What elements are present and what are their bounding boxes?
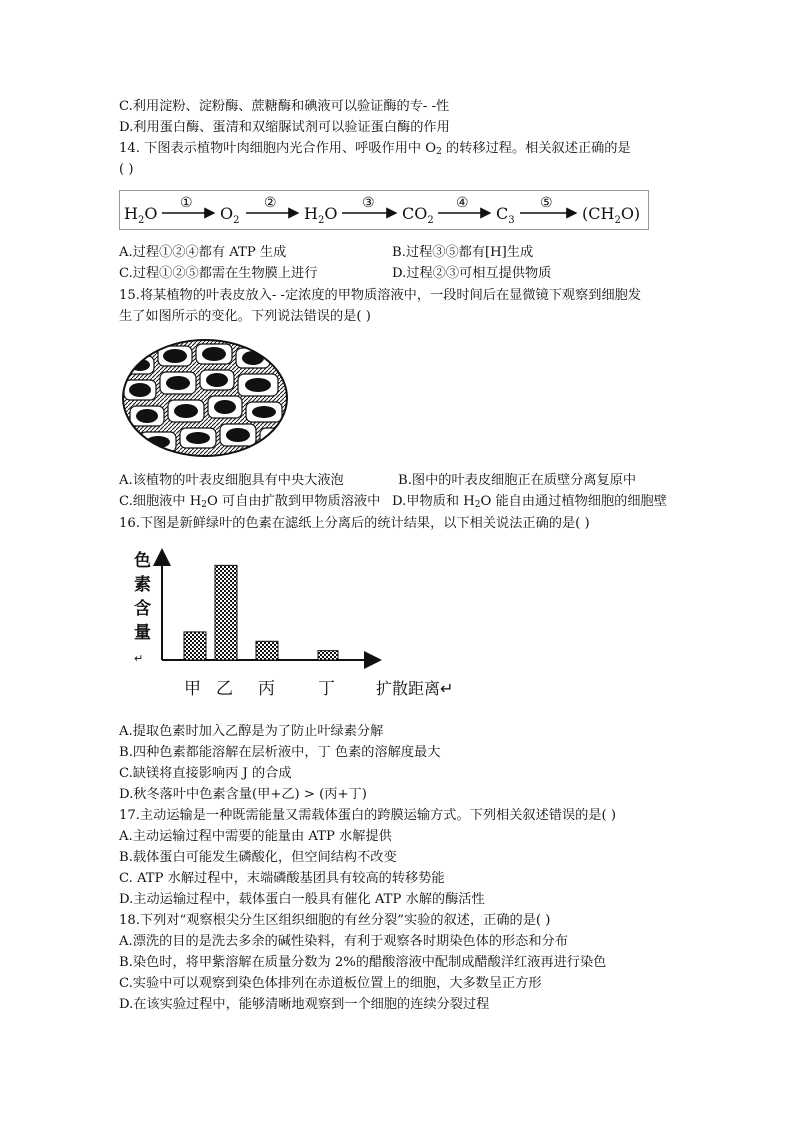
chain-species-h2o-2: $H_2O$: [304, 204, 338, 226]
q15-option-b: B.图中的叶表皮细胞正在质壁分离复原中: [398, 473, 637, 488]
q15-option-d: [392, 492, 667, 511]
q17-stem: 17.主动运输是一种既需能量又需载体蛋白的跨膜运输方式。下列相关叙述错误的是( ): [119, 808, 617, 823]
q18-option-b: B.染色时，将甲紫溶解在质量分数为 2%的醋酸溶液中配制成醋酸洋红液再进行染色: [119, 955, 607, 970]
q15-option-a: A.该植物的叶表皮细胞具有中央大液泡: [119, 473, 344, 488]
chain-step-2: ②: [264, 195, 277, 211]
chain-species-h2o-1: $H_2O$: [124, 204, 158, 226]
q14-stem-part-a: 14. 下图表示植物叶肉细胞内光合作用、呼吸作用中 O: [119, 141, 437, 156]
q15-stem-line-2: 生了如图所示的变化。下列说法错误的是( ): [119, 309, 371, 324]
transfer-chain-svg: [120, 191, 650, 231]
q15-option-d-part-a: D.甲物质和 H: [392, 494, 475, 509]
q16-option-c: C.缺镁将直接影响丙 J 的合成: [119, 766, 292, 781]
q18-option-a: A.漂洗的目的是洗去多余的碱性染料，有利于观察各时期染色体的形态和分布: [119, 934, 568, 949]
bar-chart-svg: [128, 546, 458, 706]
q15-option-c-part-a: C.细胞液中 H: [119, 494, 202, 509]
y-axis-label-char: 色: [134, 551, 151, 571]
y-axis-label-char: 量: [134, 623, 151, 643]
q16-option-d: D.秋冬落叶中色素含量(甲+乙) > (丙+丁): [119, 787, 367, 802]
micrograph-svg: [120, 338, 290, 458]
epidermis-cell-micrograph: [120, 338, 290, 458]
chain-step-4: ④: [456, 195, 469, 211]
o2-transfer-chain: [119, 190, 649, 230]
q14-option-d: D.过程②③可相互提供物质: [392, 266, 552, 281]
chain-species-o2: $O_2$: [220, 204, 240, 226]
y-axis-label-char: 素: [134, 575, 151, 595]
x-tick-label: 甲: [184, 679, 201, 699]
q15-stem-line-1: 15.将某植物的叶表皮放入- -定浓度的甲物质溶液中，一段时间后在显微镜下观察到细胞发: [119, 288, 642, 303]
chain-step-3: ③: [362, 195, 375, 211]
bar-丙: [256, 641, 278, 660]
q17-option-b: B.载体蛋白可能发生磷酸化，但空间结构不改变: [119, 850, 397, 865]
chain-species-ch2o: $(CH_2O)$: [582, 204, 641, 226]
q18-option-c: C.实验中可以观察到染色体排列在赤道板位置上的细胞，大多数呈正方形: [119, 976, 542, 991]
q14-stem: [119, 139, 631, 158]
q14-stem-bracket: ( ): [119, 162, 134, 177]
q14-stem-sub: 2: [436, 147, 442, 157]
y-axis-label-char: ↵: [134, 652, 144, 665]
pigment-bar-chart: [128, 546, 458, 706]
q13-option-c: C.利用淀粉、淀粉酶、蔗糖酶和碘液可以验证酶的专- -性: [119, 99, 450, 114]
q15-option-c-sub: 2: [201, 500, 207, 510]
x-tick-label: 丁: [318, 679, 335, 699]
q15-option-c-part-b: O 可自由扩散到甲物质溶液中: [207, 494, 381, 509]
chain-species-co2: $CO_2$: [402, 204, 434, 226]
bar-乙: [215, 565, 237, 660]
q17-option-d: D.主动运输过程中，载体蛋白一般具有催化 ATP 水解的酶活性: [119, 892, 485, 907]
x-tick-label: 乙: [216, 679, 233, 699]
q15-option-d-part-b: O 能自由通过植物细胞的细胞壁: [480, 494, 667, 509]
q18-option-d: D.在该实验过程中，能够清晰地观察到一个细胞的连续分裂过程: [119, 997, 490, 1012]
q13-option-d: D.利用蛋白酶、蛋清和双缩脲试剂可以验证蛋白酶的作用: [119, 120, 450, 135]
q16-stem: 16.下图是新鲜绿叶的色素在滤纸上分离后的统计结果，以下相关说法正确的是( ): [119, 516, 590, 531]
chain-species-c3: $C_3$: [496, 204, 515, 226]
y-axis-label-char: 含: [134, 599, 151, 619]
x-tick-label: 丙: [258, 679, 275, 699]
q15-option-d-sub: 2: [474, 500, 481, 510]
q15-option-c: [119, 492, 380, 511]
q14-stem-part-b: 的转移过程。相关叙述正确的是: [441, 141, 631, 156]
q16-option-b: B.四种色素都能溶解在层析液中，丁 色素的溶解度最大: [119, 745, 441, 760]
chain-step-1: ①: [180, 195, 193, 211]
bar-丁: [318, 651, 338, 660]
chain-step-5: ⑤: [540, 195, 553, 211]
q14-option-c: C.过程①②⑤都需在生物膜上进行: [119, 266, 318, 281]
q17-option-a: A.主动运输过程中需要的能量由 ATP 水解提供: [119, 829, 392, 844]
q16-option-a: A.提取色素时加入乙醇是为了防止叶绿素分解: [119, 724, 384, 739]
q14-option-b: B.过程③⑤都有[H]生成: [392, 245, 534, 260]
q17-option-c: C. ATP 水解过程中，末端磷酸基团具有较高的转移势能: [119, 871, 445, 886]
q18-stem: 18.下列对“观察根尖分生区组织细胞的有丝分裂”实验的叙述，正确的是( ): [119, 913, 551, 928]
chart-x-axis-title: 扩散距离↵: [376, 679, 454, 698]
bar-甲: [184, 632, 206, 660]
q14-option-a: A.过程①②④都有 ATP 生成: [119, 245, 287, 260]
